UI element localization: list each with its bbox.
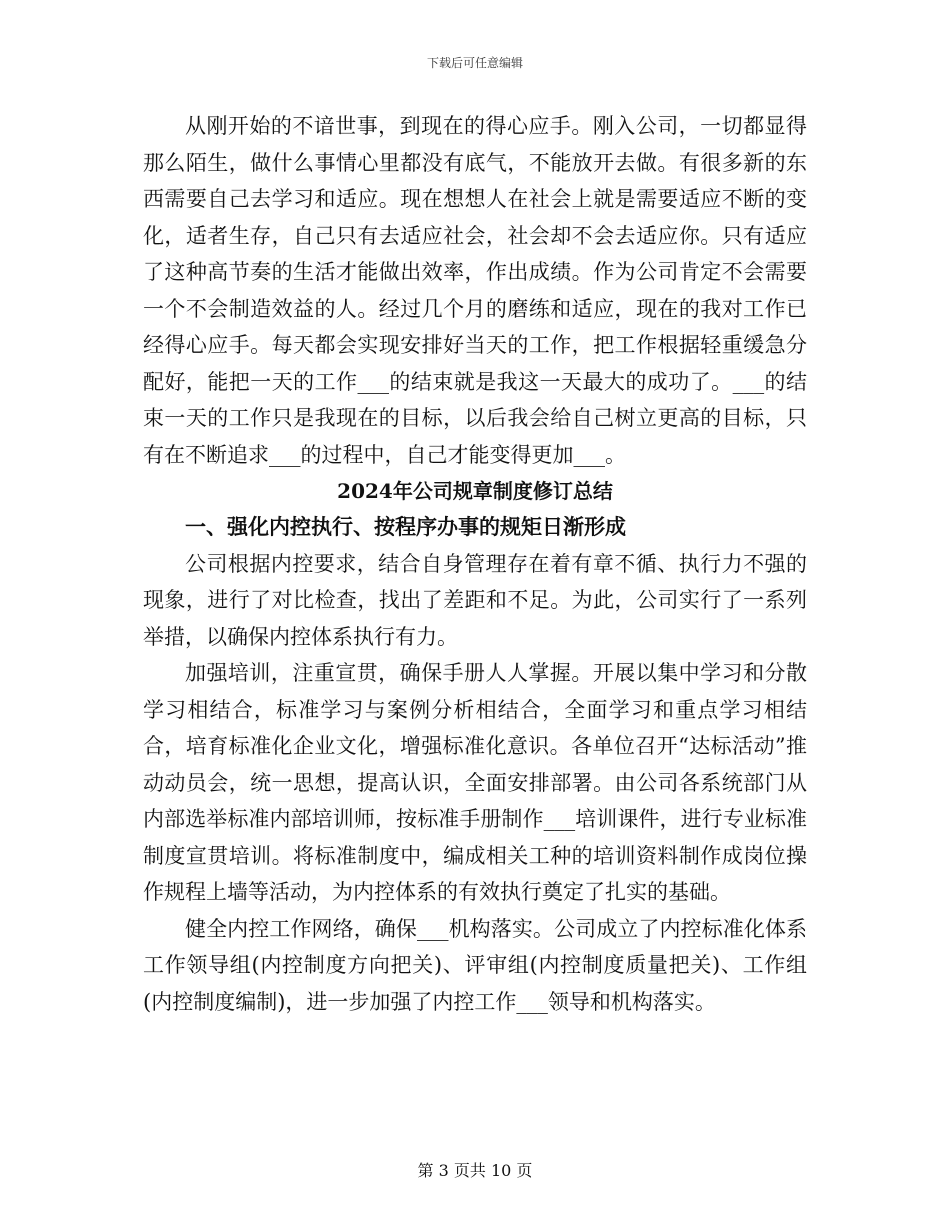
body-paragraph-1: 公司根据内控要求，结合自身管理存在着有章不循、执行力不强的现象，进行了对比检查，找出了差距和不足。为此，公司实行了一系列举措，以确保内控体系执行有力。 xyxy=(143,551,807,649)
body-paragraph-3: 健全内控工作网络，确保___机构落实。公司成立了内控标准化体系工作领导组(内控制度方向把关)、评审组(内控制度质量把关)、工作组(内控制度编制)，进一步加强了内控工作___领导和机构落实。 xyxy=(143,916,807,1014)
page-footer: 第 3 页共 10 页 xyxy=(417,1161,533,1180)
document-title: 2024年公司规章制度修订总结 xyxy=(337,479,613,503)
document-body xyxy=(143,108,807,1020)
page-header: 下载后可任意编辑 xyxy=(426,56,523,70)
body-paragraph-2: 加强培训，注重宣贯，确保手册人人掌握。开展以集中学习和分散学习相结合，标准学习与案例分析相结合，全面学习和重点学习相结合，培育标准化企业文化，增强标准化意识。各单位召开“达标活动”推动动员会，统一思想，提高认识，全面安排部署。由公司各系统部门从内部选举标准内部培训师，按标准手册制作___培训课件，进行专业标准制度宣贯培训。将标准制度中，编成相关工种的培训资料制作成岗位操作规程上墙等活动，为内控体系的有效执行奠定了扎实的基础。 xyxy=(143,661,807,904)
intro-paragraph: 从刚开始的不谙世事，到现在的得心应手。刚入公司，一切都显得那么陌生，做什么事情心里都没有底气，不能放开去做。有很多新的东西需要自己去学习和适应。现在想想人在社会上就是需要适应不断的变化，适者生存，自己只有去适应社会，社会却不会去适应你。只有适应了这种高节奏的生活才能做出效率，作出成绩。作为公司肯定不会需要一个不会制造效益的人。经过几个月的磨练和适应，现在的我对工作已经得心应手。每天都会实现安排好当天的工作，把工作根据轻重缓急分配好，能把一天的工作___的结束就是我这一天最大的成功了。___的结束一天的工作只是我现在的目标，以后我会给自己树立更高的目标，只有在不断追求___的过程中，自己才能变得更加___。 xyxy=(143,114,807,467)
section-heading: 一、强化内控执行、按程序办事的规矩日渐形成 xyxy=(185,514,626,539)
